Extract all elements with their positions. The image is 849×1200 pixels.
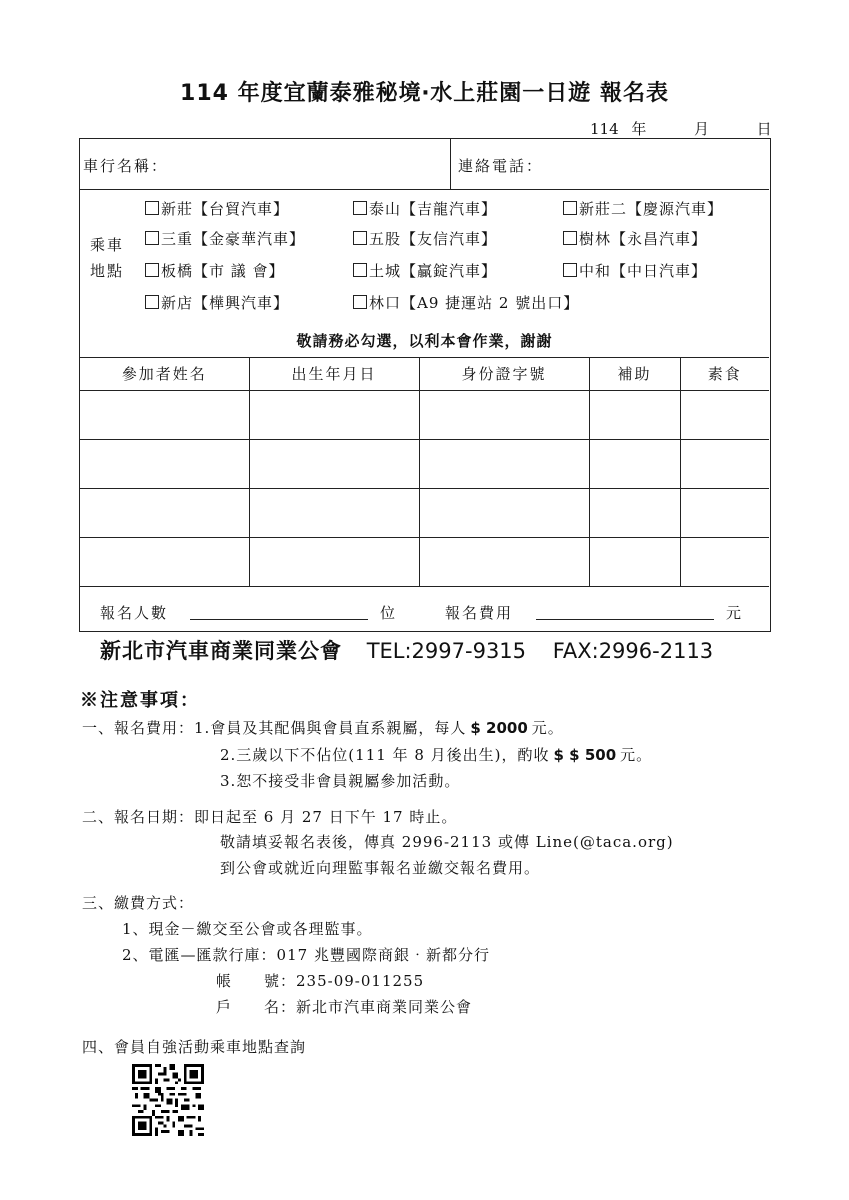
table-row (80, 488, 769, 537)
checkbox[interactable] (353, 295, 367, 309)
count-label: 報名人數 (100, 604, 169, 622)
date-year-unit: 年 (631, 120, 647, 138)
pickup-option[interactable]: 樹林【永昌汽車】 (563, 228, 707, 249)
table-header-row (80, 358, 769, 390)
fee-note-line: 3.恕不接受非會員親屬參加活動。 (220, 772, 461, 790)
checkbox[interactable] (353, 231, 367, 245)
date-day-unit: 日 (756, 120, 772, 138)
payment-account-line: 帳 號：235-09-011255 (216, 972, 425, 990)
fee-note-line: 一、報名費用：1.會員及其配偶與會員直系親屬，每人 $ 2000 元。 (82, 719, 564, 737)
date-note-line: 敬請填妥報名表後，傳真 2996-2113 或傳 Line(@taca.org) (220, 833, 674, 851)
table-row (80, 390, 769, 439)
pickup-option[interactable]: 新莊二【慶源汽車】 (563, 198, 723, 219)
registration-form (79, 138, 771, 632)
table-cell[interactable] (589, 390, 680, 439)
table-row (80, 439, 769, 488)
checkbox[interactable] (353, 263, 367, 277)
table-cell[interactable] (80, 439, 249, 488)
pickup-option[interactable]: 新莊【台貿汽車】 (145, 198, 289, 219)
table-cell[interactable] (249, 390, 419, 439)
association-fax: FAX:2996-2113 (552, 639, 714, 663)
notes-heading: ※注意事項： (80, 690, 200, 711)
qr-code-icon[interactable] (132, 1064, 204, 1136)
checkbox[interactable] (145, 263, 159, 277)
table-cell[interactable] (249, 439, 419, 488)
checkbox[interactable] (563, 231, 577, 245)
pickup-query-heading: 四、會員自強活動乘車地點查詢 (82, 1038, 307, 1056)
column-header-name: 參加者姓名 (80, 358, 249, 390)
association-contact (100, 635, 713, 665)
table-cell[interactable] (419, 439, 589, 488)
payment-line: 2、電匯—匯款行庫：017 兆豐國際商銀‧新都分行 (122, 946, 490, 964)
table-cell[interactable] (80, 537, 249, 586)
table-cell[interactable] (419, 488, 589, 537)
pickup-option[interactable]: 土城【贏錠汽車】 (353, 260, 497, 281)
pickup-option[interactable]: 泰山【吉龍汽車】 (353, 198, 497, 219)
association-tel: TEL:2997-9315 (366, 639, 527, 663)
checkbox[interactable] (563, 201, 577, 215)
table-cell[interactable] (419, 390, 589, 439)
summary-row (80, 587, 769, 633)
fee-field[interactable] (536, 619, 714, 620)
fee-note-line: 2.三歲以下不佔位(111 年 8 月後出生)，酌收 $ $ 500 元。 (220, 746, 653, 764)
pickup-option[interactable]: 五股【友信汽車】 (353, 228, 497, 249)
pickup-label: 乘車 地點 (90, 236, 125, 280)
table-row (80, 537, 769, 586)
form-title: 114 年度宜蘭泰雅秘境‧水上莊園一日遊 報名表 (180, 81, 669, 106)
table-cell[interactable] (680, 537, 769, 586)
checkbox[interactable] (145, 201, 159, 215)
date-heading: 二、報名日期： (82, 808, 195, 826)
payment-heading: 三、繳費方式： (82, 894, 195, 912)
date-note-line: 二、報名日期：即日起至 6 月 27 日下午 17 時止。 (82, 808, 458, 826)
payment-line: 1、現金－繳交至公會或各理監事。 (122, 920, 373, 938)
table-cell[interactable] (249, 488, 419, 537)
column-header-subsidy: 補助 (589, 358, 680, 390)
table-cell[interactable] (589, 439, 680, 488)
date-note-line: 到公會或就近向理監事報名並繳交報名費用。 (220, 859, 541, 877)
table-cell[interactable] (680, 439, 769, 488)
checkbox[interactable] (145, 295, 159, 309)
dealer-row (80, 139, 769, 190)
table-cell[interactable] (80, 390, 249, 439)
table-cell[interactable] (589, 488, 680, 537)
participant-table (80, 358, 769, 587)
payment-name-line: 戶 名：新北市汽車商業同業公會 (216, 998, 473, 1016)
pickup-option[interactable]: 新店【樺興汽車】 (145, 292, 289, 313)
fee-label: 報名費用 (445, 604, 514, 622)
account-name: 新北市汽車商業同業公會 (296, 998, 473, 1016)
pickup-option[interactable]: 三重【金豪華汽車】 (145, 228, 305, 249)
pickup-option[interactable]: 板橋【市 議 會】 (145, 260, 285, 281)
column-header-id-number: 身份證字號 (419, 358, 589, 390)
fee-child-amount: $ $ 500 (553, 746, 617, 764)
association-name: 新北市汽車商業同業公會 (100, 639, 342, 663)
checkbox[interactable] (563, 263, 577, 277)
count-unit: 位 (380, 604, 398, 622)
table-cell[interactable] (249, 537, 419, 586)
fee-heading: 一、報名費用： (82, 719, 195, 737)
pickup-option[interactable]: 林口【A9 捷運站 2 號出口】 (353, 292, 579, 313)
dealer-name-label: 車行名稱： (83, 157, 169, 175)
table-cell[interactable] (80, 488, 249, 537)
checkbox[interactable] (145, 231, 159, 245)
column-header-vegetarian: 素食 (680, 358, 769, 390)
form-date (590, 118, 772, 139)
checkbox[interactable] (353, 201, 367, 215)
account-number: 235-09-011255 (296, 972, 425, 990)
pickup-notice: 敬請務必勾選，以利本會作業，謝謝 (296, 332, 553, 350)
date-year: 114 (590, 120, 619, 138)
pickup-section (80, 190, 769, 358)
fee-member-amount: $ 2000 (470, 719, 528, 737)
pickup-option[interactable]: 中和【中日汽車】 (563, 260, 707, 281)
date-month-unit: 月 (694, 120, 710, 138)
fee-unit: 元 (726, 604, 744, 622)
table-cell[interactable] (589, 537, 680, 586)
table-cell[interactable] (419, 537, 589, 586)
phone-label: 連絡電話： (458, 157, 544, 175)
count-field[interactable] (190, 619, 368, 620)
table-cell[interactable] (680, 390, 769, 439)
column-header-birthdate: 出生年月日 (249, 358, 419, 390)
table-cell[interactable] (680, 488, 769, 537)
